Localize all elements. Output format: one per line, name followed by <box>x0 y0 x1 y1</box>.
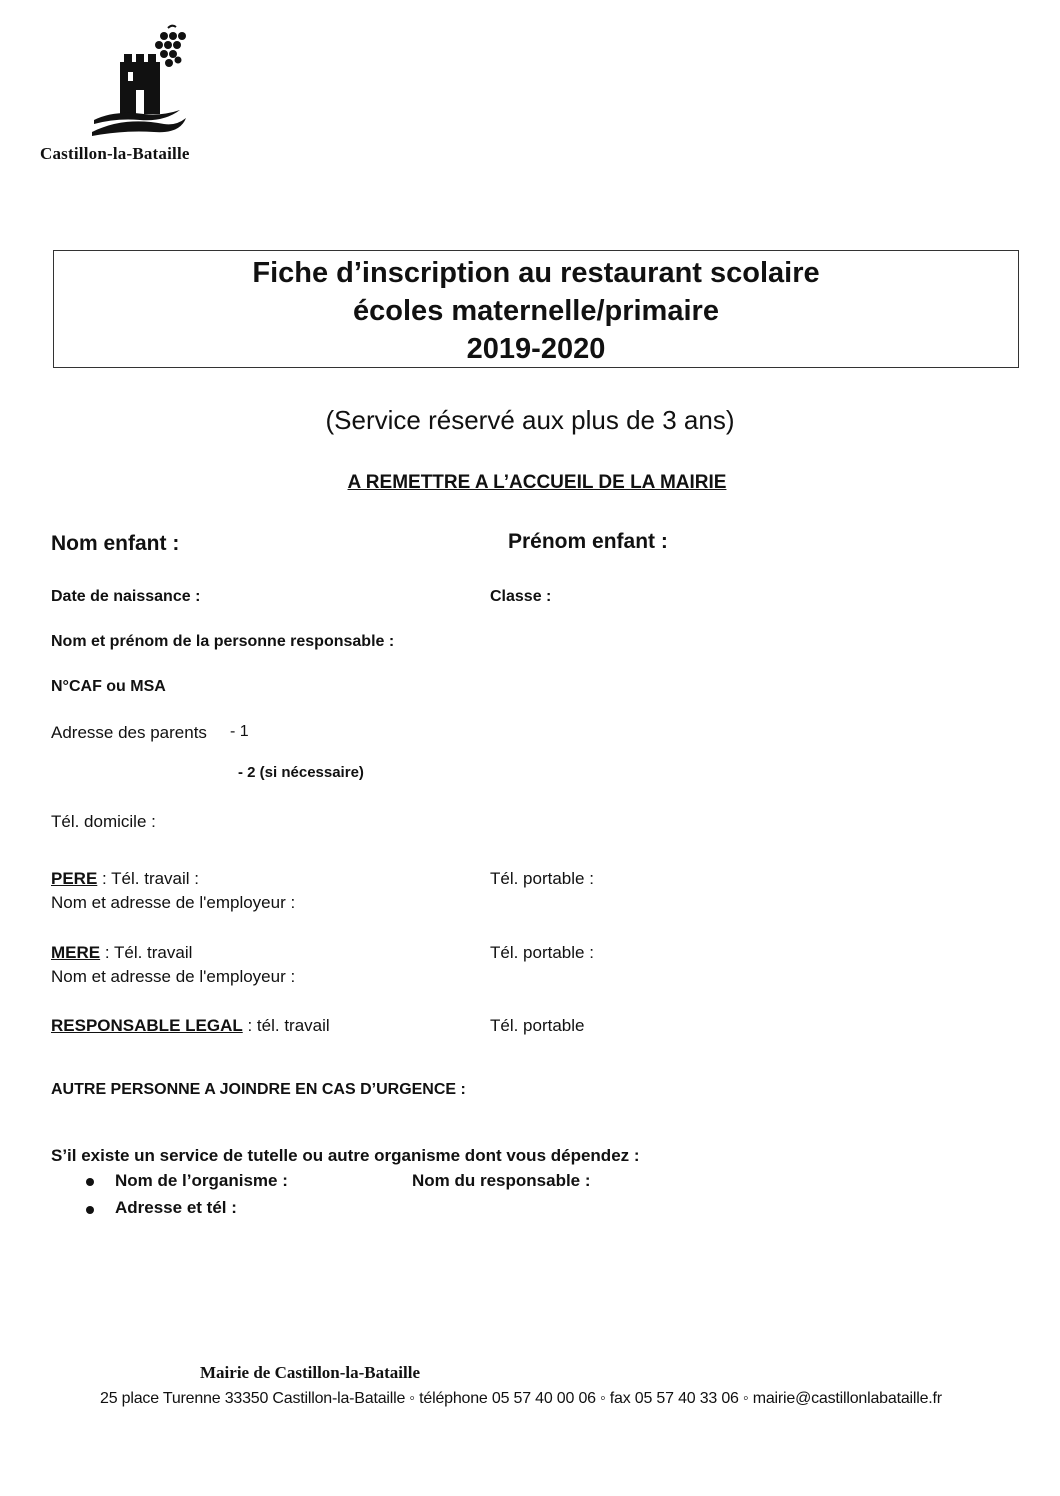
title-line-1: Fiche d’inscription au restaurant scolaire <box>252 257 820 289</box>
town-name: Castillon-la-Bataille <box>40 144 190 163</box>
nom-enfant-label: Nom enfant : <box>51 532 180 555</box>
title-line-2: écoles maternelle/primaire <box>353 295 719 327</box>
date-naissance-label: Date de naissance : <box>51 588 201 605</box>
organisme-label: Nom de l’organisme : <box>115 1171 288 1190</box>
pere-label: PERE <box>51 869 98 888</box>
caf-msa-label: N°CAF ou MSA <box>51 678 166 695</box>
prenom-enfant-label: Prénom enfant : <box>508 530 668 553</box>
adresse-tel-label: Adresse et tél : <box>115 1198 237 1217</box>
title-box <box>53 250 1019 368</box>
subtitle: (Service réservé aux plus de 3 ans) <box>325 405 735 435</box>
adresse-2-label: - 2 (si nécessaire) <box>238 764 364 781</box>
mere-portable-label: Tél. portable : <box>490 943 594 962</box>
mere-line <box>51 943 192 963</box>
bullet-icon <box>86 1178 94 1186</box>
mere-label: MERE <box>51 943 101 962</box>
responsable-portable-label: Tél. portable <box>490 1016 585 1035</box>
responsable-line <box>51 1016 330 1036</box>
adresse-1-label: - 1 <box>230 723 249 740</box>
responsable-legal-label: RESPONSABLE LEGAL <box>51 1016 243 1035</box>
pere-portable-label: Tél. portable : <box>490 869 594 888</box>
pere-tel-travail-label: : Tél. travail : <box>97 869 200 888</box>
mere-employeur-label: Nom et adresse de l'employeur : <box>51 967 296 986</box>
responsable-tel-travail-label: : tél. travail <box>242 1016 330 1035</box>
classe-label: Classe : <box>490 588 552 605</box>
adresse-parents-label: Adresse des parents <box>51 723 207 742</box>
instruction: A REMETTRE A L’ACCUEIL DE LA MAIRIE <box>347 472 727 493</box>
personne-responsable-label: Nom et prénom de la personne responsable : <box>51 633 395 650</box>
castle-grapes-logo <box>84 24 194 142</box>
pere-employeur-label: Nom et adresse de l'employeur : <box>51 893 296 912</box>
pere-line <box>51 869 199 889</box>
title-line-3: 2019-2020 <box>466 333 606 365</box>
mere-tel-travail-label: : Tél. travail <box>100 943 193 962</box>
bullet-icon <box>86 1206 94 1214</box>
urgence-label: AUTRE PERSONNE A JOINDRE EN CAS D’URGENCE : <box>51 1081 466 1098</box>
tel-domicile-label: Tél. domicile : <box>51 812 156 831</box>
footer-address: 25 place Turenne 33350 Castillon-la-Bataille ◦ téléphone 05 57 40 00 06 ◦ fax 05 57 40 33 06 ◦ mairie@castillonlabataille.fr <box>100 1390 942 1407</box>
nom-responsable-label: Nom du responsable : <box>412 1171 591 1190</box>
tutelle-label: S’il existe un service de tutelle ou autre organisme dont vous dépendez : <box>51 1146 640 1165</box>
footer-title: Mairie de Castillon-la-Bataille <box>200 1363 421 1382</box>
